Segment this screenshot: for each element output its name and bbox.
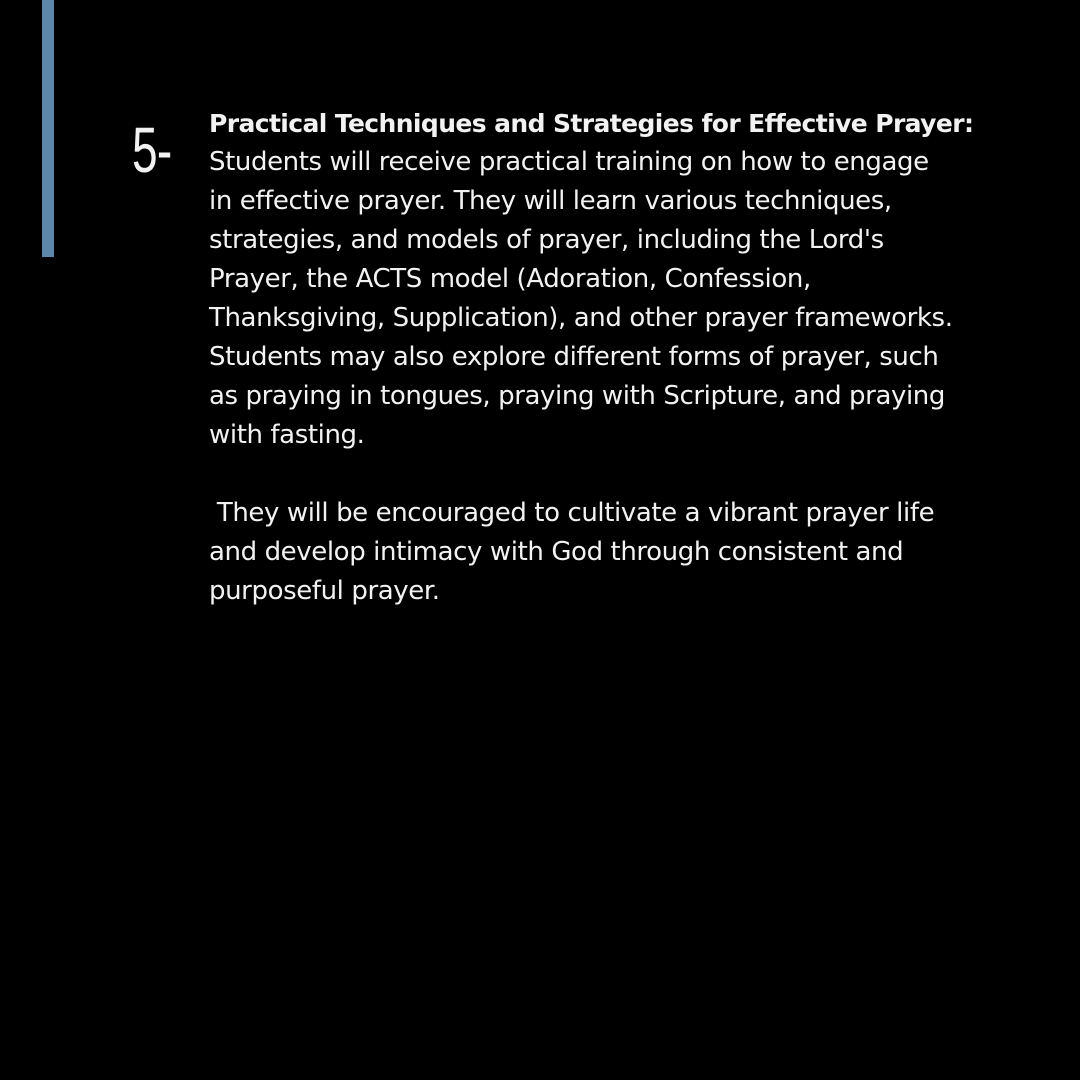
- paragraph-1-line: Students will receive practical training on how to engage: [209, 147, 929, 177]
- item-content: [209, 104, 1049, 611]
- paragraph-1-line: as praying in tongues, praying with Scripture, and praying: [209, 381, 945, 411]
- paragraph-1-line: in effective prayer. They will learn various techniques,: [209, 186, 892, 216]
- item-number: 5-: [132, 114, 172, 186]
- paragraph-1-line: Thanksgiving, Supplication), and other prayer frameworks.: [209, 303, 953, 333]
- paragraph-2-line: and develop intimacy with God through consistent and: [209, 537, 904, 567]
- paragraph-1: [209, 143, 1049, 455]
- item-heading: Practical Techniques and Strategies for Effective Prayer:: [209, 109, 974, 138]
- paragraph-2: [209, 494, 1049, 611]
- paragraph-1-line: Students may also explore different forms of prayer, such: [209, 342, 939, 372]
- accent-bar: [42, 0, 54, 257]
- paragraph-1-line: with fasting.: [209, 420, 365, 450]
- paragraph-2-line: They will be encouraged to cultivate a vibrant prayer life: [209, 498, 935, 528]
- paragraph-gap: [209, 455, 1049, 494]
- paragraph-2-line: purposeful prayer.: [209, 576, 440, 606]
- paragraph-1-line: Prayer, the ACTS model (Adoration, Confession,: [209, 264, 811, 294]
- paragraph-1-line: strategies, and models of prayer, including the Lord's: [209, 225, 884, 255]
